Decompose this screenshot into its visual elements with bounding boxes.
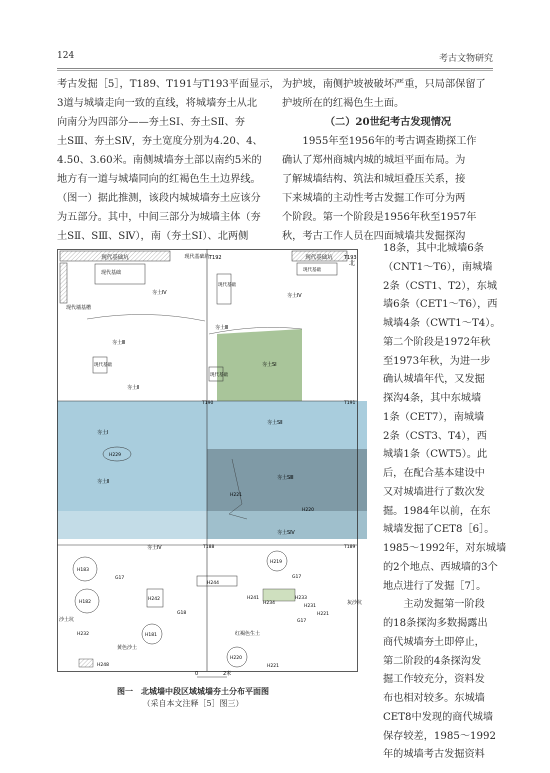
narrow-text-line: 至1973年秋，为进一步 xyxy=(383,355,491,367)
left-text-line: 土SⅡ、SⅢ、SⅣ），南（夯土SⅠ）、北两侧 xyxy=(57,231,249,242)
narrow-text-line: 商代城墙夯土即停止， xyxy=(383,636,485,648)
right-para2-text-line: 秋，考古工作人员在四面城墙共发掘探沟 xyxy=(282,231,466,242)
narrow-text-line: 主动发掘第一阶段 xyxy=(383,599,485,611)
label-h234: H234 xyxy=(263,601,275,606)
narrow-text-line: 又对城墙进行了数次发 xyxy=(383,486,485,498)
narrow-column-paragraph xyxy=(383,240,507,765)
label-h241: H241 xyxy=(247,596,259,601)
label-h220b: H220 xyxy=(230,656,242,661)
label-modern-base-1: 现代基础 xyxy=(101,270,122,276)
narrow-text-line: 的2个地点、西城墙的3个 xyxy=(383,561,498,573)
label-modern-pit-top: 现代基础坑 xyxy=(101,255,129,261)
narrow-text-line: 保存较差，1985～1992 xyxy=(383,730,496,742)
label-hangtu-si: 夯土SⅠ xyxy=(262,362,277,368)
left-text-line: 为五部分。其中，中间三部分为城墙主体（夯 xyxy=(57,212,261,223)
label-modern-left: 现代墙基槽 xyxy=(66,305,92,311)
site-plan-figure xyxy=(57,249,367,681)
label-h231: H231 xyxy=(304,604,316,609)
narrow-text-line: 年的城墙考古发掘资料 xyxy=(383,749,485,761)
left-text-line: 3道与城墙走向一致的直线，将城墙夯土从北 xyxy=(57,98,258,109)
label-g17c: G17 xyxy=(297,619,307,624)
zone-si-green xyxy=(217,329,302,401)
left-column-paragraph xyxy=(57,75,280,246)
label-h183: H183 xyxy=(77,568,89,573)
narrow-text-line: 城墙发掘了CET8［6］。 xyxy=(383,524,495,536)
right-narrow-column xyxy=(383,240,507,765)
right-para2-text-line: 下来城墙的主动性考古发掘工作可分为两 xyxy=(282,193,466,204)
right-para2-text-line: 1955年至1956年的考古调查勘探工作 xyxy=(302,136,477,147)
label-t192: T192 xyxy=(209,255,222,261)
narrow-text-line: 1条（CET7），南城墙 xyxy=(383,411,485,423)
figure-caption xyxy=(57,686,329,710)
scale-0: 0 xyxy=(195,671,199,677)
label-t193: T193 xyxy=(344,255,357,261)
narrow-text-line: 城墙4条（CWT1～T4）。 xyxy=(383,318,501,329)
right-text-line: 为护坡，南侧护坡被破坏严重，只局部保留了 xyxy=(282,79,486,90)
label-h221b: H221 xyxy=(317,612,329,617)
label-h219: H219 xyxy=(270,560,282,565)
label-modern-pit-right: 现代基础坑 xyxy=(305,255,333,261)
label-hangtu-siii: 夯土SⅢ xyxy=(277,475,294,481)
narrow-text-line: 后，在配合基本建设中 xyxy=(383,468,485,479)
narrow-text-line: CET8中发现的商代城墙 xyxy=(383,711,494,723)
left-text-line: （图一）据此推测，该段内城城墙夯土应该分 xyxy=(57,193,261,204)
right-column-paragraph-2 xyxy=(282,132,494,246)
label-red-soil: 红褐色生土 xyxy=(235,631,261,637)
label-north: 北 xyxy=(349,260,356,267)
left-text-line: 土SⅢ、夯土SⅣ，夯土宽度分别为4.20、4、 xyxy=(57,136,263,147)
narrow-text-line: 探沟4条，其中东城墙 xyxy=(383,393,482,404)
modern-base-2 xyxy=(217,274,231,304)
narrow-text-line: 墙6条（CET1～T6），西 xyxy=(383,299,498,311)
label-modern-pit-small: 现代基础坑 xyxy=(184,254,210,260)
label-hangtu-iv-right: 夯土Ⅳ xyxy=(287,293,302,299)
left-text-line: 考古发掘［5］，T189、T191与T193平面显示， xyxy=(57,79,280,90)
label-hangtu-ii-a: 夯土Ⅱ xyxy=(127,385,140,391)
label-hangtu-sii: 夯土SⅡ xyxy=(267,420,283,426)
label-modern-base-4: 现代基础 xyxy=(210,373,228,378)
scale-2: 2米 xyxy=(223,671,232,677)
narrow-text-line: 2条（CST1、T2），东城 xyxy=(383,280,498,292)
label-h181: H181 xyxy=(145,633,157,638)
label-modern-base-3: 现代基础 xyxy=(94,363,112,368)
label-g18: G18 xyxy=(177,611,187,616)
label-h232: H232 xyxy=(77,632,89,637)
right-column-paragraph-1 xyxy=(282,75,494,113)
journal-title: 考古文物研究 xyxy=(438,54,493,64)
label-hangtu-iv-top: 夯土Ⅳ xyxy=(152,290,167,296)
zone-sii-light-blue xyxy=(57,401,367,449)
label-hangtu-i-a: 夯土Ⅰ xyxy=(97,430,109,436)
narrow-text-line: 第二个阶段是1972年秋 xyxy=(383,336,491,348)
narrow-text-line: 地点进行了发掘［7］。 xyxy=(383,580,487,592)
caption-source: （采自本文注释［5］图三） xyxy=(142,699,244,708)
label-hangtu-iii-a: 夯土Ⅲ xyxy=(112,340,126,346)
label-h233: H233 xyxy=(295,596,307,601)
header-rule-thin xyxy=(57,70,493,71)
label-hangtu-iv-low: 夯土Ⅳ xyxy=(147,545,162,551)
label-t191: T191 xyxy=(344,401,356,406)
page-number: 124 xyxy=(57,51,75,61)
narrow-text-line: 掘。1984年以前，在东 xyxy=(383,505,491,517)
narrow-text-line: 第二阶段的4条探沟发 xyxy=(383,655,482,667)
label-h229: H229 xyxy=(109,453,121,458)
label-t188: T188 xyxy=(203,545,215,550)
label-g17b: G17 xyxy=(292,575,302,580)
label-h221-low: H221 xyxy=(267,664,279,669)
right-column xyxy=(282,75,494,246)
label-modern-base-5: 现代基础 xyxy=(303,268,321,273)
pit-h234-fill xyxy=(263,589,295,601)
label-modern-base-2: 现代基础 xyxy=(218,283,236,288)
label-g17a: G17 xyxy=(115,576,125,581)
label-h221: H221 xyxy=(230,493,242,498)
zone-siv-light-left xyxy=(57,511,207,539)
label-hangtu-siv: 夯土SⅣ xyxy=(277,530,295,536)
label-t189: T189 xyxy=(344,545,356,550)
narrow-text-line: （CNT1～T6），南城墙 xyxy=(383,261,493,273)
pit-h248 xyxy=(79,659,93,667)
right-para2-text-line: 了解城墙结构、筑法和城垣叠压关系，接 xyxy=(282,174,466,185)
label-h244: H244 xyxy=(207,581,219,586)
label-h242: H242 xyxy=(148,597,160,602)
label-sand-pit: 沙土坑 xyxy=(59,617,75,623)
narrow-text-line: 确认城墙年代，又发掘 xyxy=(383,374,485,386)
narrow-text-line: 2条（CST3、T4），西 xyxy=(383,430,487,442)
narrow-text-line: 布也相对较多。东城墙 xyxy=(383,693,485,704)
narrow-text-line: 城墙1条（CWT5）。此 xyxy=(383,449,488,461)
label-h248: H248 xyxy=(97,663,109,668)
label-h220: H220 xyxy=(302,508,314,513)
right-text-line: 护坡所在的红褐色生土面。 xyxy=(282,98,405,109)
label-grey-pit: 灰沙坑 xyxy=(347,600,363,606)
caption-title: 图一 北城墙中段区域城墙夯土分布平面图 xyxy=(117,687,269,696)
right-para2-text-line: 确认了郑州商城内城的城垣平面布局。为 xyxy=(282,155,466,166)
label-yellow-soil: 黄色沙土 xyxy=(117,645,138,651)
narrow-text-line: 18条，其中北城墙6条 xyxy=(383,243,484,254)
zone-siii-light-left xyxy=(57,449,207,511)
label-h182: H182 xyxy=(79,600,91,605)
modern-left-strip xyxy=(60,263,67,303)
right-para2-text-line: 个阶段。第一个阶段是1956年秋至1957年 xyxy=(282,212,477,223)
left-text-line: 地方有一道与城墙同向的红褐色生土边界线。 xyxy=(57,174,261,185)
narrow-text-line: 的18条探沟多数揭露出 xyxy=(383,618,488,629)
narrow-text-line: 掘工作较充分，资料发 xyxy=(383,674,485,686)
label-hangtu-iii-b: 夯土Ⅲ xyxy=(215,325,229,331)
label-t190: T190 xyxy=(202,401,214,406)
running-header xyxy=(57,51,493,65)
left-text-line: 4.50、3.60米。南侧城墙夯土部以南约5米的 xyxy=(57,155,262,166)
left-text-line: 向南分为四部分——夯土SⅠ、夯土SⅡ、夯 xyxy=(57,117,245,128)
narrow-text-line: 1985～1992年，对东城墙 xyxy=(383,543,507,554)
section-heading: （二）20世纪考古发现情况 xyxy=(324,116,452,128)
left-column xyxy=(57,75,280,246)
label-hangtu-ii-b: 夯土Ⅱ xyxy=(97,479,110,485)
